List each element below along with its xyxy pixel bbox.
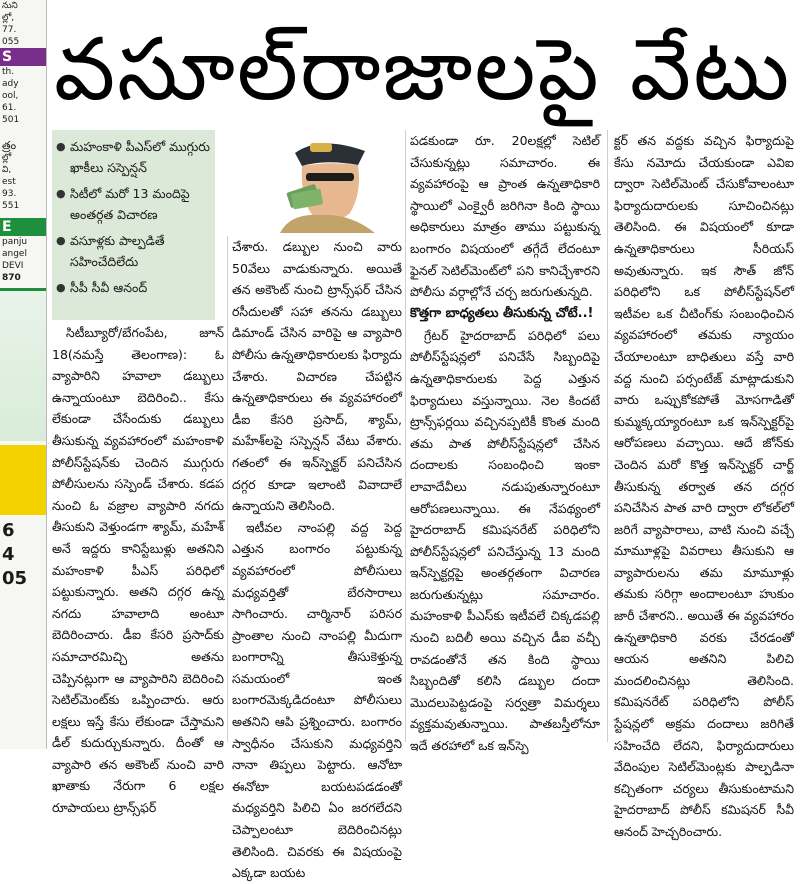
strip-line: ool, bbox=[2, 91, 19, 101]
strip-line: est bbox=[2, 177, 16, 187]
strip-line: ady bbox=[2, 79, 19, 89]
highlight-item bbox=[56, 136, 211, 178]
strip-line: S bbox=[0, 48, 46, 66]
strip-ad-block bbox=[0, 288, 46, 441]
strip-line: 93. bbox=[2, 189, 17, 199]
highlight-text: మహంకాళి పీఎస్‌లో ముగ్గురు ఖాకీలు సస్పెన్షన్‌ bbox=[70, 139, 211, 175]
strip-line: త్రం bbox=[2, 139, 17, 152]
highlight-text: సిటీలో మరో 13 మందిపై అంతర్గత విచారణ bbox=[70, 186, 190, 222]
strip-ad-block-yellow bbox=[0, 445, 46, 515]
strip-line: DEVI bbox=[2, 261, 24, 271]
strip-line: E bbox=[0, 218, 46, 236]
adjacent-column-strip bbox=[0, 0, 47, 749]
highlight-text: వసూళ్లకు పాల్పడితే సహించేదిలేదు bbox=[70, 233, 165, 269]
article-column-1 bbox=[52, 322, 224, 816]
strip-line: ల్లో, bbox=[2, 13, 15, 23]
strip-line: వి, bbox=[2, 165, 12, 175]
bullet-icon: ● bbox=[56, 281, 66, 294]
paragraph: క్టర్‌ తన వద్దకు వచ్చిన ఫిర్యాదుపై కేసు నమోదు చేయకుండా ఎవిఐ ద్వారా సెటిల్‌మెంట్‌ చేసుకోవాలంటూ ఫిర్యాదుదారులకు సూచించినట్లు తెలిసింది. ఈ విషయంలో కూడా ఉన్నతాధికారులు సీరియస్‌ అవుతున్నారు. ఇక సౌత్‌ జోన్‌ పరిధిలోని ఒక పోలీస్‌స్టేషన్‌లో ఇటీవల ఒక చీటింగ్‌కు సంబంధించిన వ్యవహారంలో తమకు న్యాయం చేయాలంటూ బాధితులు వస్తే వారి వద్ద నుంచి పర్సంటేజ్‌ మాట్లాడుకుని వారు ఒప్పుకోకపోతే మోసగాడితో కుమ్మక్కయ్యారంటూ ఒక ఇన్‌స్పెక్టర్‌పై ఆరోపణలు వచ్చాయి. ఆదే జోన్‌కు చెందిన మరో కొత్త ఇన్‌స్పెక్టర్‌ చార్జ్‌ తీసుకున్న తర్వాత తన దగ్గర పనిచేసిన పాత వారి ద్వారా లోకల్‌లో జరిగే వ్యాపారాలు, వాటి నుంచి వచ్చే మామూళ్లపై వివరాలు తీసుకుని ఆ వ్యాపారులను తమ మామూళ్లు తమకు సరిగ్గా అందాలంటూ హుకుం జారీ చేశారని.. అయితే ఈ వ్యవహారం ఉన్నతాధికారి వరకు చేరడంతో ఆయన అతనిని పిలిచి మందలించినట్లు తెలిసింది. కమిషనరేట్‌ పరిధిలోని పోలీస్‌ స్టేషన్లలో అక్రమ దందాలు జరిగితే సహించేది లేదని, ఫిర్యాదుదారులు వేదింపుల సెటిల్‌మెంట్లకు పాల్పడినా కచ్చితంగా చర్యలు తీసుకుంటామని హైదరాబాద్‌ పోలీస్‌ కమిషనర్‌ సీవీ ఆనంద్‌ హెచ్చరించారు. bbox=[614, 133, 794, 839]
strip-line: th. bbox=[2, 67, 15, 77]
highlight-text: సీపీ సీవీ ఆనంద్‌ bbox=[70, 280, 148, 295]
bullet-icon: ● bbox=[56, 187, 66, 200]
strip-line: ల్లో bbox=[2, 153, 12, 163]
paragraph: ఇటీవల నాంపల్లి వద్ద పెద్ద ఎత్తున బంగారం పట్టుకున్న వ్యవహారంలో పోలీసులు మధ్యవర్తితో బేరసారాలు సాగించారు. చార్మినార్‌ పరిసర ప్రాంతాల నుంచి నాంపల్లి మీదుగా బంగారాన్ని తీసుకెళ్తున్న సమయంలో ఇంత బంగారమెక్కడిదంటూ పోలీసులు అతనిని ఆపి ప్రశ్నించారు. బంగారం స్వాధీనం చేసుకుని మధ్యవర్తిని నానా తిప్పలు పెట్టారు. ఆనోటా ఈనోటా బయటపడడంతో మధ్యవర్తిని పిలిచి ఏం జరగలేదని చెప్పాలంటూ బెదిరించినట్లు తెలిసింది. చివరకు ఈ విషయంపై ఎక్కడా బయట bbox=[232, 519, 402, 881]
highlights-box bbox=[52, 130, 215, 320]
policeman-illustration bbox=[240, 133, 400, 233]
subheading: కొత్తగా బాధ్యతలు తీసుకున్న చోటే..! bbox=[410, 305, 594, 321]
strip-line: panju bbox=[2, 237, 28, 247]
strip-line: నుని bbox=[2, 1, 18, 11]
article-column-3 bbox=[410, 130, 600, 754]
strip-line: 77. bbox=[2, 25, 17, 35]
strip-line: 61. bbox=[2, 103, 17, 113]
highlight-item bbox=[56, 230, 211, 272]
highlight-item bbox=[56, 277, 211, 298]
headline: వసూల్‌రాజాలపై వేటు bbox=[54, 20, 792, 120]
strip-number: 05 bbox=[2, 568, 28, 589]
bullet-icon: ● bbox=[56, 234, 66, 247]
article-column-4 bbox=[614, 130, 794, 839]
highlight-item bbox=[56, 183, 211, 225]
paragraph: సిటీబ్యూరో/బేగంపేట, జూన్‌ 18(నమస్తే తెలంగాణ): ఓ వ్యాపారిని హవాలా డబ్బులు ఉన్నాయంటూ బెదిరించి.. కేసు లేకుండా చేసేందుకు డబ్బులు తీసుకున్న వ్యవహారంలో మహంకాళి పోలీస్‌స్టేషన్‌కు చెందిన ముగ్గురు పోలీసులను సస్పెండ్‌ చేశారు. కడప నుంచి ఓ వజ్రాల వ్యాపారి నగదు తీసుకుని వెళ్తుండగా శ్యామ్‌, మహేశ్‌ అనే ఇద్దరు కానిస్టేబుళ్లు అతనిని మహంకాళి పీఎస్‌ పరిధిలో పట్టుకున్నారు. అతని దగ్గర ఉన్న నగదు హవాలాది అంటూ బెదిరించారు. డీఐ కేసరి ప్రసాద్‌కు సమాచారమిచ్చి అతను చెప్పినట్లుగా ఆ వ్యాపారిని బెదిరించి సెటిల్‌మెంట్‌కు ఒప్పించారు. ఆరు లక్షలు ఇస్తే కేసు లేకుండా చేస్తామని డీల్‌ కుదుర్చుకున్నారు. దీంతో ఆ వ్యాపారి తన అకౌంట్‌ నుంచి వారి ఖాతాకు నేరుగా 6 లక్షల రూపాయలు ట్రాన్స్‌ఫర్‌ bbox=[52, 325, 224, 816]
paragraph: గ్రేటర్‌ హైదరాబాద్‌ పరిధిలో పలు పోలీస్‌స్టేషన్లలో పనిచేసే సిబ్బందిపై ఉన్నతాధికారులకు పెద్ద ఎత్తున ఫిర్యాదులు వస్తున్నాయి. నెల కిందటే ట్రాన్స్‌ఫర్లయి వచ్చినప్పటికీ కొంత మంది తమ పాత పోలీస్‌స్టేషన్లలో చేసిన దందాలకు సంబంధించి ఇంకా లావాదేవీలు నడుపుతున్నారంటూ ఆరోపణలున్నాయి. ఈ నేపథ్యంలో హైదరాబాద్‌ కమిషనరేట్‌ పరిధిలోని పోలీస్‌స్టేషన్లలో పనిచేస్తున్న 13 మంది ఇన్‌స్పెక్టర్లపై అంతర్గతంగా విచారణ జరుగుతున్నట్లు సమాచారం. మహంకాళి పీఎస్‌కు ఇటీవలే చిక్కడపల్లి నుంచి బదిలీ అయి వచ్చిన డీఐ వచ్చీ రావడంతోనే తన కింది స్థాయి సిబ్బందితో కలిసి డబ్బుల దందా మొదలుపెట్టడంపై సర్వత్రా విమర్శలు వ్యక్తమవుతున్నాయి. పాతబస్తీలోనూ ఇదే తరహాలో ఒక ఇన్‌స్పె bbox=[410, 327, 600, 754]
strip-line: 501 bbox=[2, 115, 20, 125]
paragraph: చేశారు. డబ్బుల నుంచి వారు 50వేలు వాడుకున్నారు. అయితే తన అకౌంట్‌ నుంచి ట్రాన్స్‌ఫర్‌ చేసిన రసీదులతో సహా తనను డబ్బులు డిమాండ్‌ చేసిన వారిపై ఆ వ్యాపారి పోలీసు ఉన్నతాధికారులకు ఫిర్యాదు చేశారు. విచారణ చేపట్టిన ఉన్నతాధికారులు ఈ వ్యవహారంలో డీఐ కేసరి ప్రసాద్‌, శ్యామ్‌, మహేశ్‌లపై సస్పెన్షన్‌ వేటు వేశారు. గతంలో ఈ ఇన్‌స్పెక్టర్‌ పనిచేసిన దగ్గర కూడా ఇలాంటి వివాదాలే ఉన్నాయని తెలిసింది. bbox=[232, 239, 402, 514]
article-column-2 bbox=[232, 236, 402, 881]
strip-line: 551 bbox=[2, 201, 20, 211]
strip-line: angel bbox=[2, 249, 27, 259]
strip-line: 055 bbox=[2, 37, 20, 47]
bullet-icon: ● bbox=[56, 140, 66, 153]
strip-number: 6 bbox=[2, 520, 15, 541]
strip-line: 870 bbox=[2, 273, 21, 283]
strip-number: 4 bbox=[2, 544, 15, 565]
paragraph: పడకుండా రూ. 20లక్షల్లో సెటిల్‌ చేసుకున్నట్లు సమాచారం. ఈ వ్యవహారంపై ఆ ప్రాంత ఉన్నతాధికారి స్థాయిలో ఎంక్వైరీ జరిగినా కింది స్థాయి అధికారులు మాత్రం తాము పట్టుకున్న బంగారం విషయంలో తగ్గేదే లేదంటూ ఫైనల్‌ సెటిల్‌మెంట్‌లో పని కానిచ్చేశారని పోలీసు వర్గాల్లోనే చర్చ జరుగుతున్నది. bbox=[410, 133, 600, 300]
